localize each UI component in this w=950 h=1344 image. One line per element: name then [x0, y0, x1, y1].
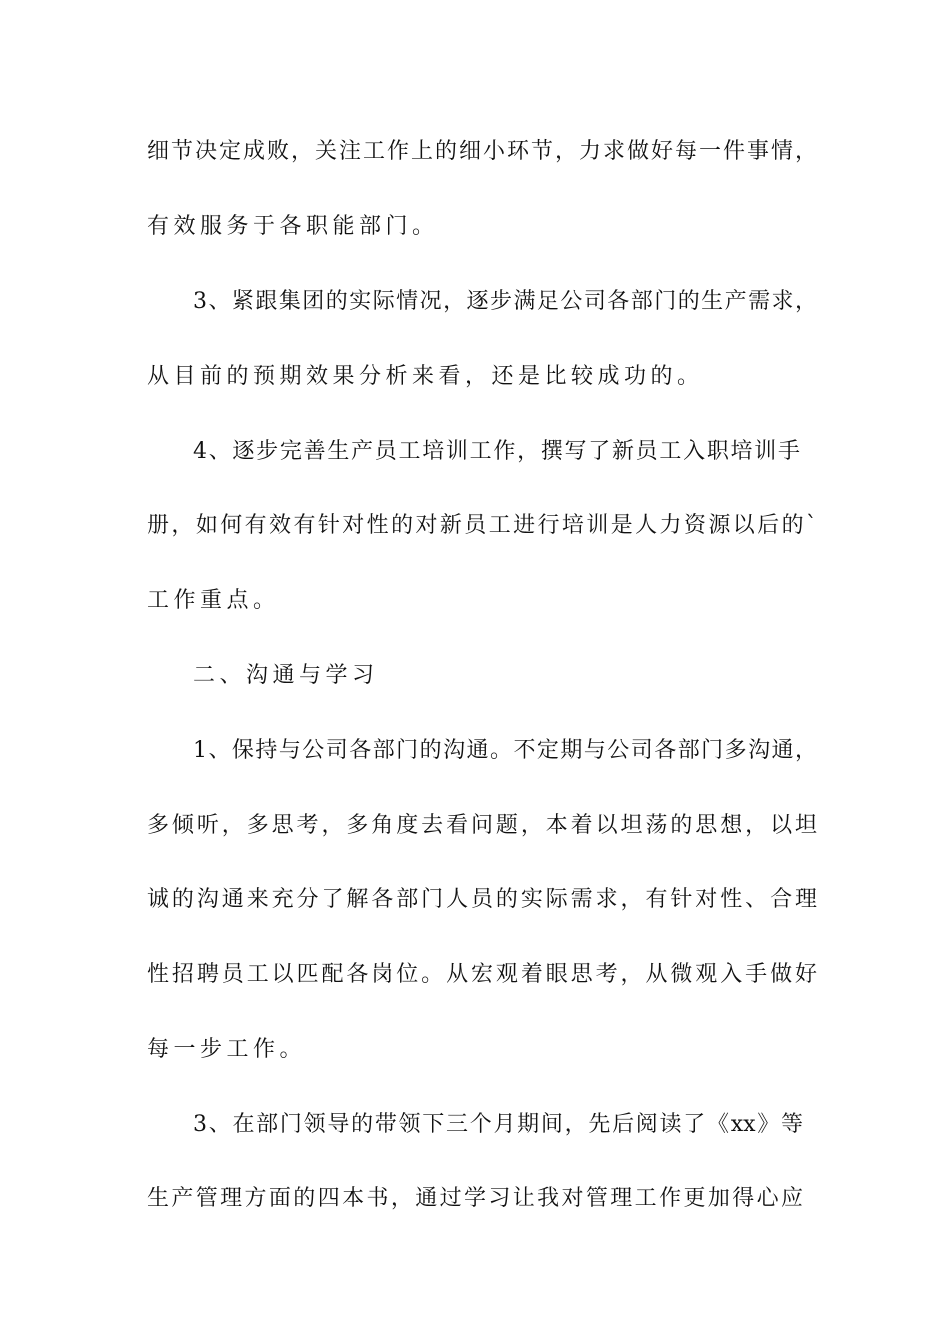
section-heading: 二、沟通与学习	[193, 663, 379, 688]
paragraph-line: 从目前的预期效果分析来看，还是比较成功的。	[147, 364, 704, 389]
paragraph-line: 多倾听，多思考，多角度去看问题，本着以坦荡的思想，以坦	[147, 813, 817, 838]
paragraph-line: 3、紧跟集团的实际情况，逐步满足公司各部门的生产需求，	[193, 289, 817, 314]
paragraph-line: 性招聘员工以匹配各岗位。从宏观着眼思考，从微观入手做好	[147, 962, 817, 987]
paragraph-line: 有效服务于各职能部门。	[147, 214, 439, 239]
paragraph-line: 册，如何有效有针对性的对新员工进行培训是人力资源以后的`	[147, 513, 817, 538]
paragraph-line: 细节决定成败，关注工作上的细小环节，力求做好每一件事情，	[147, 139, 817, 164]
paragraph-line: 1、保持与公司各部门的沟通。不定期与公司各部门多沟通，	[193, 738, 817, 763]
paragraph-line: 诚的沟通来充分了解各部门人员的实际需求，有针对性、合理	[147, 887, 817, 912]
paragraph-line: 每一步工作。	[147, 1037, 307, 1062]
paragraph-line: 生产管理方面的四本书，通过学习让我对管理工作更加得心应	[147, 1186, 803, 1211]
paragraph-line: 4、逐步完善生产员工培训工作，撰写了新员工入职培训手	[193, 439, 800, 464]
paragraph-line: 3、在部门领导的带领下三个月期间，先后阅读了《xx》等	[193, 1112, 803, 1137]
paragraph-line: 工作重点。	[147, 588, 280, 613]
